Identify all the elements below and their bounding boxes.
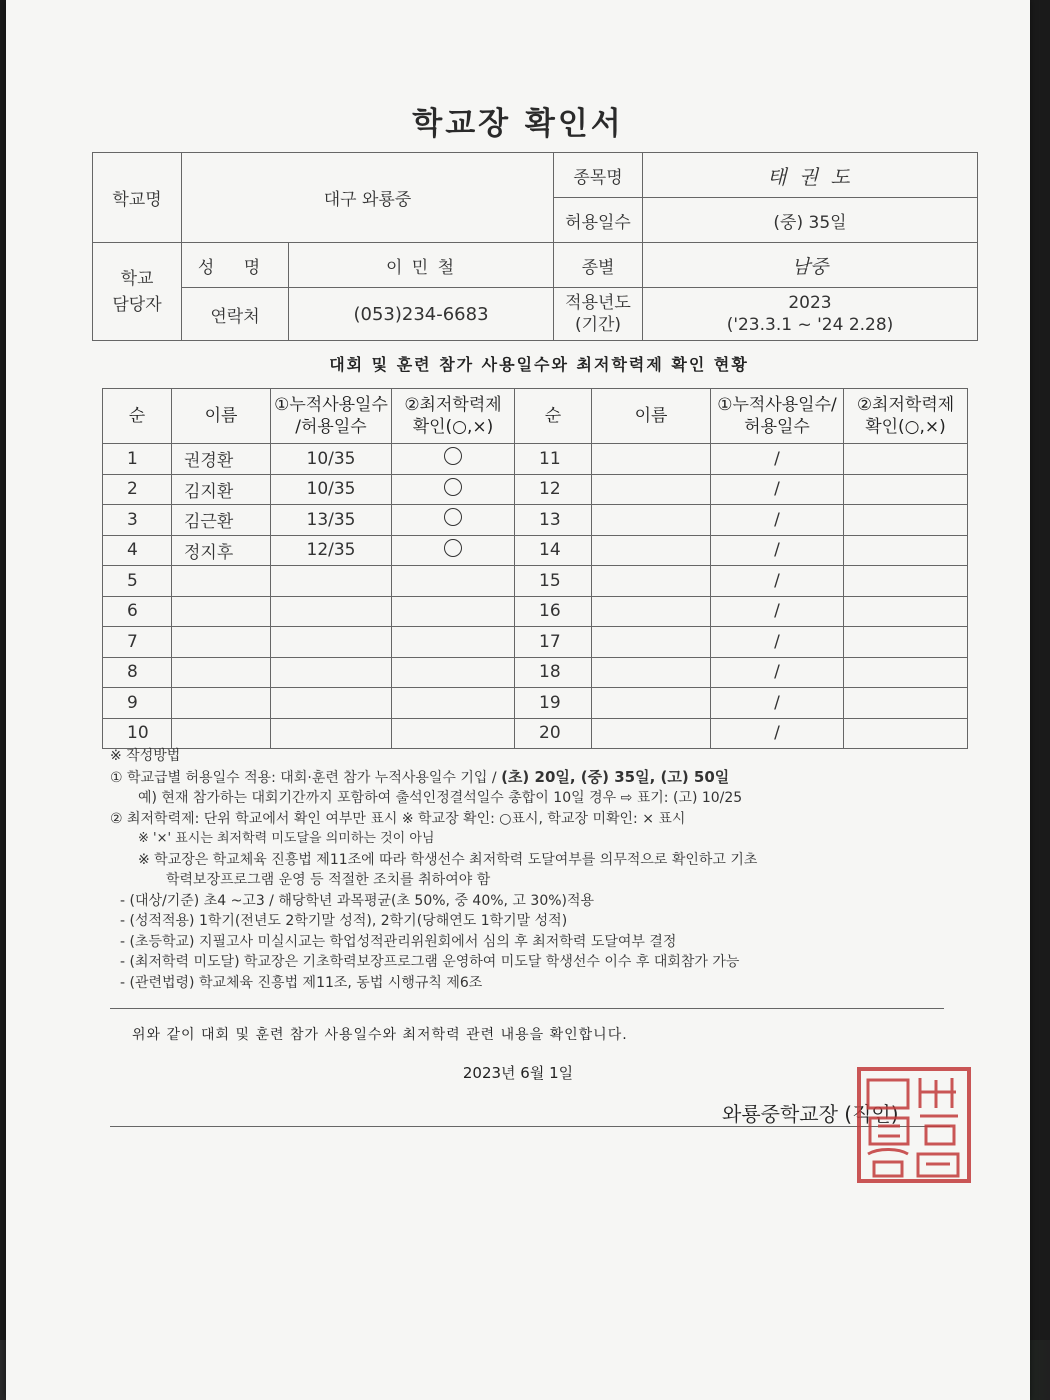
table-row — [103, 627, 968, 658]
athlete-name — [172, 596, 271, 627]
note-line-8: - (성적적용) 1학기(전년도 2학기말 성적), 2학기(당해연도 1학기말 성적) — [120, 913, 568, 929]
used-days — [271, 657, 392, 688]
grade-check — [392, 505, 515, 536]
document-page — [6, 0, 1030, 1400]
row-number: 6 — [103, 596, 172, 627]
athlete-name: 권경환 — [172, 444, 271, 475]
athlete-name — [592, 627, 711, 658]
row-number: 15 — [515, 566, 592, 597]
official-seal-stamp — [856, 1066, 972, 1184]
table-row — [103, 566, 968, 597]
athlete-name — [592, 505, 711, 536]
athlete-name — [172, 688, 271, 719]
issue-date: 2023년 6월 1일 — [462, 1064, 574, 1082]
staff-label: 학교 담당자 — [93, 243, 182, 341]
header-no-left: 순 — [103, 389, 172, 444]
row-number: 16 — [515, 596, 592, 627]
used-days: / — [711, 627, 844, 658]
used-days: / — [711, 505, 844, 536]
athlete-name — [172, 566, 271, 597]
header-check-left: ②최저학력제 확인(○,×) — [392, 389, 515, 444]
note-line-7: - (대상/기준) 초4 ~고3 / 해당학년 과목평균(초 50%, 중 40%, 고 30%)적용 — [120, 892, 595, 909]
status-subtitle: 대회 및 훈련 참가 사용일수와 최저학력제 확인 현황 — [329, 355, 749, 374]
athlete-name — [592, 444, 711, 475]
category-value: 남중 — [643, 243, 978, 288]
grade-check — [844, 657, 968, 688]
row-number: 13 — [515, 505, 592, 536]
check-circle-mark — [444, 539, 462, 557]
athlete-name — [592, 718, 711, 749]
note-line-3: ② 최저학력제: 단위 학교에서 확인 여부만 표시 ※ 학교장 확인: ○표시, 학교장 미확인: × 표시 — [110, 810, 686, 827]
status-table-body — [103, 444, 968, 749]
school-label: 학교명 — [93, 153, 182, 243]
note-line-2: 예) 현재 참가하는 대회기간까지 포함하여 출석인정결석일수 총합이 10일 경우 ⇨ 표기: (고) 10/25 — [138, 790, 743, 806]
used-days: / — [711, 688, 844, 719]
note-line-10: - (최저학력 미도달) 학교장은 기초학력보장프로그램 운영하여 미도달 학생선수 이수 후 대회참가 가능 — [120, 954, 740, 970]
used-days: / — [711, 718, 844, 749]
header-no-right: 순 — [515, 389, 592, 444]
athlete-name — [172, 627, 271, 658]
school-info-table — [92, 152, 978, 341]
athlete-name — [592, 474, 711, 505]
row-number: 18 — [515, 657, 592, 688]
used-days: 12/35 — [271, 535, 392, 566]
check-circle-mark — [444, 447, 462, 465]
used-days — [271, 596, 392, 627]
athlete-name — [172, 657, 271, 688]
table-row — [103, 505, 968, 536]
allowed-days-label: 허용일수 — [554, 198, 643, 243]
grade-check — [392, 474, 515, 505]
table-row — [103, 718, 968, 749]
note-line-1 — [110, 767, 970, 789]
grade-check — [844, 688, 968, 719]
row-number: 3 — [103, 505, 172, 536]
table-row — [103, 596, 968, 627]
row-number: 4 — [103, 535, 172, 566]
row-number: 9 — [103, 688, 172, 719]
row-number: 2 — [103, 474, 172, 505]
year-cell — [643, 288, 978, 341]
school-value: 대구 와룡중 — [182, 153, 554, 243]
row-number: 10 — [103, 718, 172, 749]
used-days: / — [711, 444, 844, 475]
category-label: 종별 — [554, 243, 643, 288]
used-days: / — [711, 566, 844, 597]
used-days: 13/35 — [271, 505, 392, 536]
table-row — [103, 688, 968, 719]
grade-check — [844, 474, 968, 505]
used-days: / — [711, 657, 844, 688]
grade-check — [392, 688, 515, 719]
used-days: / — [711, 535, 844, 566]
grade-check — [392, 596, 515, 627]
note-line-11: - (관련법령) 학교체육 진흥법 제11조, 동법 시행규칙 제6조 — [120, 974, 483, 991]
table-row — [103, 474, 968, 505]
row-number: 17 — [515, 627, 592, 658]
grade-check — [844, 627, 968, 658]
row-number: 19 — [515, 688, 592, 719]
used-days — [271, 566, 392, 597]
grade-check — [844, 718, 968, 749]
period-value: ('23.3.1 ~ '24 2.28) — [726, 315, 894, 335]
used-days — [271, 627, 392, 658]
used-days — [271, 718, 392, 749]
header-days-left: ①누적사용일수 /허용일수 — [271, 389, 392, 444]
athlete-name — [172, 718, 271, 749]
name-label: 성 명 — [182, 243, 289, 288]
name-value: 이 민 철 — [289, 243, 554, 288]
note-line-6: 학력보장프로그램 운영 등 적절한 조치를 취하여야 함 — [166, 872, 491, 888]
table-row — [103, 535, 968, 566]
note-line-4: ※ '×' 표시는 최저학력 미도달을 의미하는 것이 아님 — [138, 831, 435, 846]
athlete-name — [592, 657, 711, 688]
row-number: 1 — [103, 444, 172, 475]
row-number: 20 — [515, 718, 592, 749]
row-number: 14 — [515, 535, 592, 566]
grade-check — [844, 505, 968, 536]
year-label: 적용년도 (기간) — [554, 288, 643, 341]
status-table — [102, 388, 968, 749]
row-number: 5 — [103, 566, 172, 597]
header-days-right: ①누적사용일수/ 허용일수 — [711, 389, 844, 444]
athlete-name: 김지환 — [172, 474, 271, 505]
grade-check — [844, 444, 968, 475]
used-days — [271, 688, 392, 719]
allowed-days-value: (중) 35일 — [643, 198, 978, 243]
row-number: 12 — [515, 474, 592, 505]
grade-check — [844, 596, 968, 627]
athlete-name: 정지후 — [172, 535, 271, 566]
row-number: 11 — [515, 444, 592, 475]
sport-value: 태 권 도 — [643, 153, 978, 198]
grade-check — [844, 566, 968, 597]
grade-check — [392, 718, 515, 749]
header-name-right: 이름 — [592, 389, 711, 444]
athlete-name — [592, 596, 711, 627]
sport-label: 종목명 — [554, 153, 643, 198]
athlete-name — [592, 535, 711, 566]
check-circle-mark — [444, 478, 462, 496]
used-days: 10/35 — [271, 444, 392, 475]
row-number: 8 — [103, 657, 172, 688]
header-check-right: ②최저학력제 확인(○,×) — [844, 389, 968, 444]
year-value: 2023 — [788, 293, 832, 313]
check-circle-mark — [444, 508, 462, 526]
used-days: 10/35 — [271, 474, 392, 505]
grade-check — [392, 566, 515, 597]
grade-check — [392, 627, 515, 658]
athlete-name — [592, 688, 711, 719]
contact-value: (053)234-6683 — [289, 288, 554, 341]
athlete-name: 김근환 — [172, 505, 271, 536]
grade-check — [392, 657, 515, 688]
instructions — [110, 746, 970, 993]
grade-check — [392, 444, 515, 475]
principal-signature: 와룡중학교장 (직인) — [722, 1102, 899, 1126]
divider-top — [110, 1008, 944, 1009]
note-line-9: - (초등학교) 지필고사 미실시교는 학업성적관리위원회에서 심의 후 최저학력 도달여부 결정 — [120, 933, 677, 950]
grade-check — [392, 535, 515, 566]
note-line-5: ※ 학교장은 학교체육 진흥법 제11조에 따라 학생선수 최저학력 도달여부를 의무적으로 확인하고 기초 — [138, 851, 758, 868]
used-days: / — [711, 474, 844, 505]
note-line-1b: (초) 20일, (중) 35일, (고) 50일 — [501, 767, 730, 786]
table-row — [103, 444, 968, 475]
grade-check — [844, 535, 968, 566]
table-row — [103, 657, 968, 688]
row-number: 7 — [103, 627, 172, 658]
divider-bottom — [110, 1126, 950, 1127]
confirmation-text: 위와 같이 대회 및 훈련 참가 사용일수와 최저학력 관련 내용을 확인합니다. — [132, 1027, 628, 1043]
athlete-name — [592, 566, 711, 597]
notes-heading: ※ 작성방법 — [110, 748, 181, 764]
note-line-1a: ① 학교급별 허용일수 적용: 대회·훈련 참가 누적사용일수 기입 / — [110, 769, 497, 786]
used-days: / — [711, 596, 844, 627]
contact-label: 연락처 — [182, 288, 289, 341]
document-title: 학교장 확인서 — [412, 106, 624, 142]
header-name-left: 이름 — [172, 389, 271, 444]
